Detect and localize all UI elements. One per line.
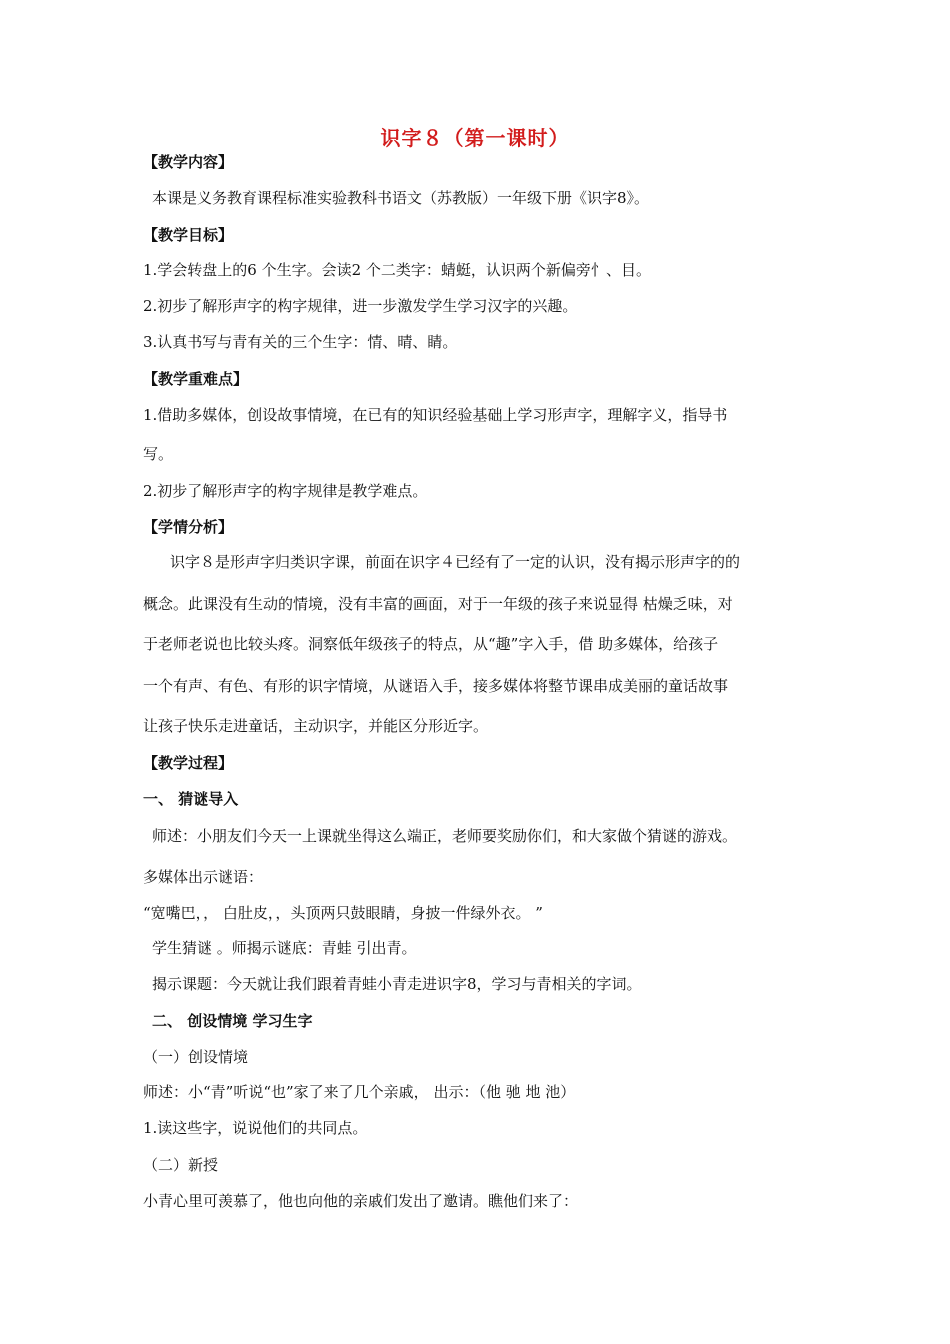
section-2-line: 1.读这些字，说说他们的共同点。 xyxy=(143,1119,368,1137)
section-1-title: 一、 猜谜导入 xyxy=(143,790,239,808)
key-point-line: 1.借助多媒体，创设故事情境，在已有的知识经验基础上学习形声字，理解字义，指导书 xyxy=(143,406,728,424)
section-1-line: 师述：小朋友们今天一上课就坐得这么端正，老师要奖励你们，和大家做个猜谜的游戏。 xyxy=(152,827,738,845)
key-point-line: 写。 xyxy=(143,445,174,463)
content-heading: 【教学内容】 xyxy=(143,153,234,171)
objective-item: 3.认真书写与青有关的三个生字：情、晴、睛。 xyxy=(143,333,458,351)
objective-item: 1.学会转盘上的6 个生字。会读2 个二类字：蜻蜓，认识两个新偏旁忄、目。 xyxy=(143,261,651,279)
section-2-line: 师述：小“青”听说“也”家了来了几个亲戚， 出示：（他 驰 地 池） xyxy=(143,1083,576,1101)
process-heading: 【教学过程】 xyxy=(143,754,234,772)
section-1-line: 揭示课题：今天就让我们跟着青蛙小青走进识字8，学习与青相关的字词。 xyxy=(152,975,642,993)
analysis-line: 于老师老说也比较头疼。洞察低年级孩子的特点，从“趣”字入手，借 助多媒体，给孩子 xyxy=(143,635,719,653)
riddle-text: “宽嘴巴，， 白肚皮，，头顶两只鼓眼睛，身披一件绿外衣。 ” xyxy=(143,904,543,922)
objectives-heading: 【教学目标】 xyxy=(143,226,234,244)
section-1-line: 学生猜谜 。师揭示谜底：青蛙 引出青。 xyxy=(152,939,417,957)
objective-item: 2.初步了解形声字的构字规律，进一步激发学生学习汉字的兴趣。 xyxy=(143,297,578,315)
subsection-2-title: （二）新授 xyxy=(143,1156,219,1174)
subsection-1-title: （一）创设情境 xyxy=(143,1048,249,1066)
analysis-heading: 【学情分析】 xyxy=(143,518,234,536)
content-text: 本课是义务教育课程标准实验教科书语文（苏教版）一年级下册《识字8》。 xyxy=(152,189,650,207)
analysis-line: 概念。此课没有生动的情境，没有丰富的画面，对于一年级的孩子来说显得 枯燥乏味，对 xyxy=(143,595,733,613)
section-2-title: 二、 创设情境 学习生字 xyxy=(152,1012,313,1030)
document-title: 识字８（第一课时） xyxy=(380,126,570,150)
section-2-line: 小青心里可羡慕了，他也向他的亲戚们发出了邀请。瞧他们来了： xyxy=(143,1192,579,1210)
key-points-heading: 【教学重难点】 xyxy=(143,370,249,388)
key-point-line: 2.初步了解形声字的构字规律是教学难点。 xyxy=(143,482,428,500)
analysis-line: 识字８是形声字归类识字课，前面在识字４已经有了一定的认识，没有揭示形声字的的 xyxy=(170,553,741,571)
section-1-line: 多媒体出示谜语： xyxy=(143,868,264,886)
analysis-line: 让孩子快乐走进童话，主动识字，并能区分形近字。 xyxy=(143,717,489,735)
analysis-line: 一个有声、有色、有形的识字情境，从谜语入手，接多媒体将整节课串成美丽的童话故事 xyxy=(143,677,729,695)
